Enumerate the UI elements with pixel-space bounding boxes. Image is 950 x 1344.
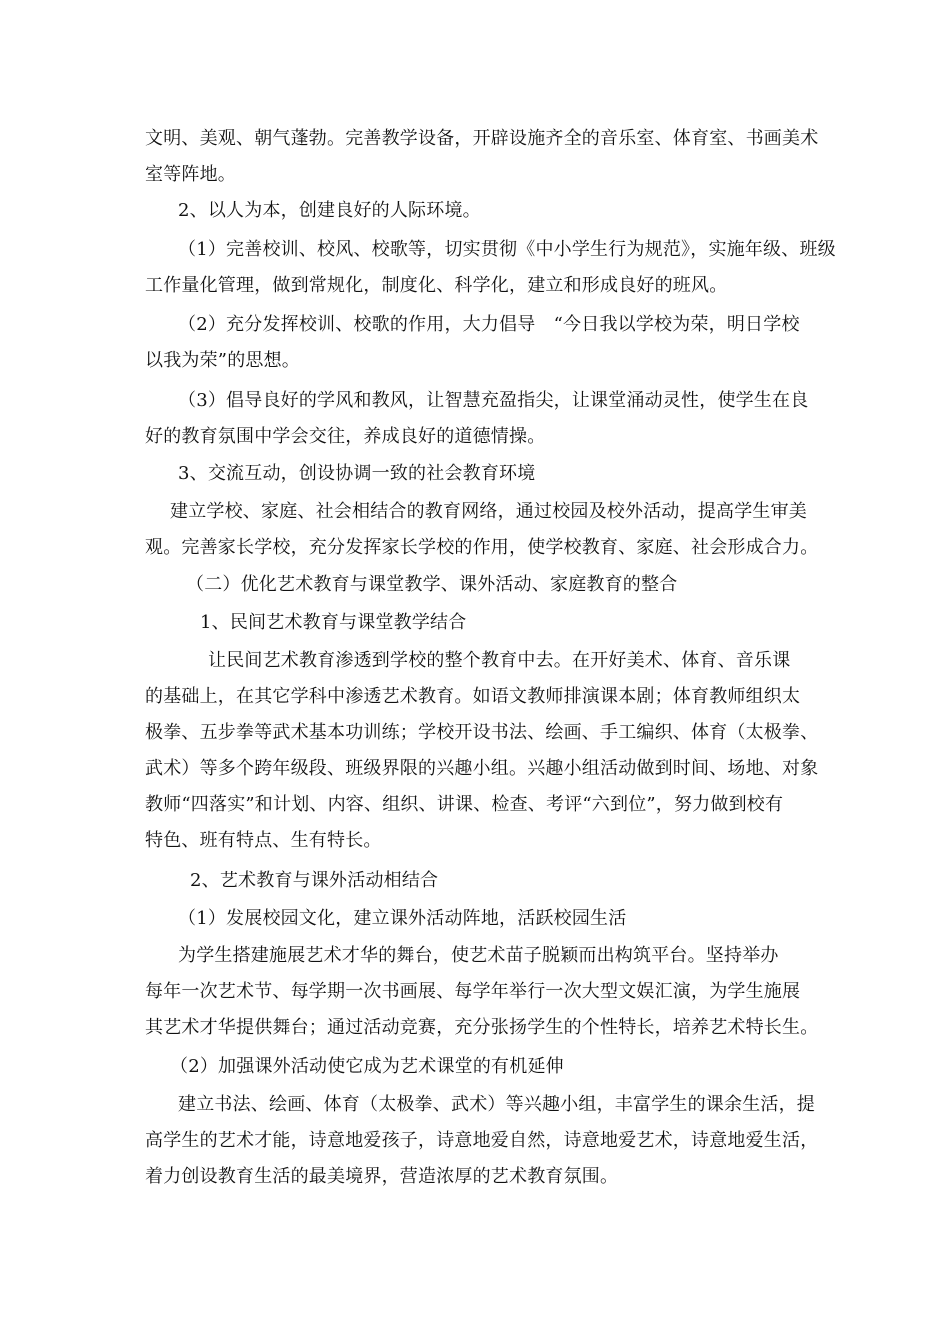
text-line: 以我为荣”的思想。: [145, 350, 301, 371]
text-line: （2）充分发挥校训、校歌的作用，大力倡导 “今日我以学校为荣，明日学校: [178, 314, 800, 335]
section-heading: 2、艺术教育与课外活动相结合: [190, 870, 439, 891]
text-line: （2）加强课外活动使它成为艺术课堂的有机延伸: [170, 1056, 564, 1077]
text-line: 建立书法、绘画、体育（太极拳、武术）等兴趣小组，丰富学生的课余生活，提: [178, 1094, 815, 1115]
text-line: 为学生搭建施展艺术才华的舞台，使艺术苗子脱颖而出构筑平台。坚持举办: [178, 945, 779, 966]
text-line: 教师“四落实”和计划、内容、组织、讲课、检查、考评“六到位”，努力做到校有: [145, 794, 784, 815]
text-line: 让民间艺术教育渗透到学校的整个教育中去。在开好美术、体育、音乐课: [208, 650, 791, 671]
text-line: 特色、班有特点、生有特长。: [145, 830, 382, 851]
text-line: 极拳、五步拳等武术基本功训练；学校开设书法、绘画、手工编织、体育（太极拳、: [145, 722, 819, 743]
text-line: 建立学校、家庭、社会相结合的教育网络，通过校园及校外活动，提高学生审美: [170, 501, 807, 522]
section-heading: 1、民间艺术教育与课堂教学结合: [200, 612, 467, 633]
section-heading: 2、以人为本，创建良好的人际环境。: [178, 200, 481, 221]
text-line: 着力创设教育生活的最美境界，营造浓厚的艺术教育氛围。: [145, 1166, 619, 1187]
text-line: 其艺术才华提供舞台；通过活动竞赛，充分张扬学生的个性特长，培养艺术特长生。: [145, 1017, 819, 1038]
text-line: 室等阵地。: [145, 164, 236, 185]
text-line: 观。完善家长学校，充分发挥家长学校的作用，使学校教育、家庭、社会形成合力。: [145, 537, 819, 558]
text-line: 高学生的艺术才能，诗意地爱孩子，诗意地爱自然，诗意地爱艺术，诗意地爱生活，: [145, 1130, 819, 1151]
text-line: 每年一次艺术节、每学期一次书画展、每学年举行一次大型文娱汇演，为学生施展: [145, 981, 801, 1002]
text-line: 好的教育氛围中学会交往，养成良好的道德情操。: [145, 426, 546, 447]
section-heading: 3、交流互动，创设协调一致的社会教育环境: [178, 463, 536, 484]
text-line: （1）完善校训、校风、校歌等，切实贯彻《中小学生行为规范》，实施年级、班级: [178, 239, 836, 260]
section-heading: （二）优化艺术教育与课堂教学、课外活动、家庭教育的整合: [186, 574, 678, 595]
text-line: 武术）等多个跨年级段、班级界限的兴趣小组。兴趣小组活动做到时间、场地、对象: [145, 758, 819, 779]
text-line: （1）发展校园文化，建立课外活动阵地，活跃校园生活: [178, 908, 627, 929]
text-line: 的基础上，在其它学科中渗透艺术教育。如语文教师排演课本剧；体育教师组织太: [145, 686, 801, 707]
text-line: 文明、美观、朝气蓬勃。完善教学设备，开辟设施齐全的音乐室、体育室、书画美术: [145, 128, 819, 149]
text-line: （3）倡导良好的学风和教风，让智慧充盈指尖，让课堂涌动灵性，使学生在良: [178, 390, 809, 411]
text-line: 工作量化管理，做到常规化，制度化、科学化，建立和形成良好的班风。: [145, 275, 728, 296]
